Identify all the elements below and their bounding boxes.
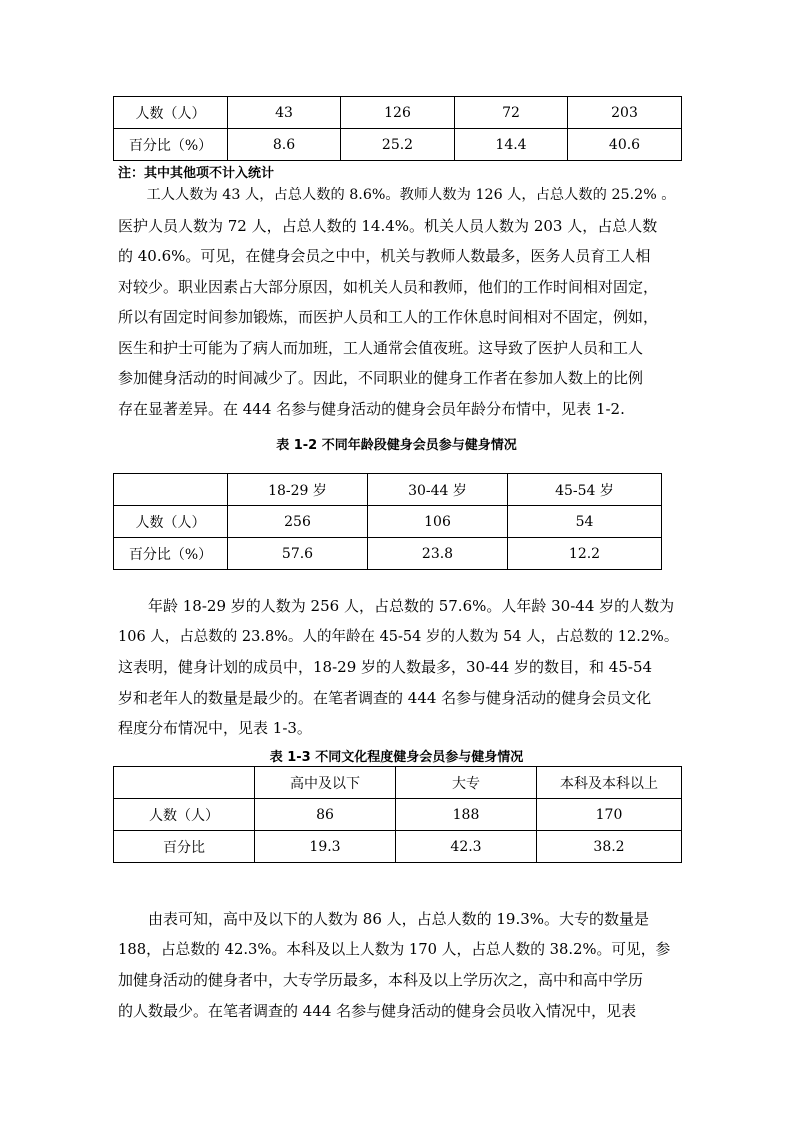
table-occupation bbox=[113, 96, 682, 161]
table-row bbox=[114, 97, 682, 129]
table-cell: 19.3 bbox=[255, 831, 396, 863]
table-cell bbox=[114, 767, 255, 799]
table-row bbox=[114, 129, 682, 161]
table-caption: 表 1-2 不同年龄段健身会员参与健身情况 bbox=[276, 438, 517, 453]
table-cell: 42.3 bbox=[396, 831, 537, 863]
table-cell: 23.8 bbox=[368, 538, 508, 570]
table-cell: 54 bbox=[508, 506, 662, 538]
table-row bbox=[114, 767, 682, 799]
text-line: 106 人，占总数的 23.8%。人的年龄在 45-54 岁的人数为 54 人，占总数的 12.2%。 bbox=[118, 628, 679, 645]
table-row bbox=[114, 506, 662, 538]
table-education bbox=[113, 766, 682, 863]
text-line: 所以有固定时间参加锻炼，而医护人员和工人的工作休息时间相对不固定，例如， bbox=[118, 308, 659, 326]
table-cell: 高中及以下 bbox=[255, 767, 396, 799]
table-cell: 126 bbox=[341, 97, 455, 129]
table-cell: 188 bbox=[396, 799, 537, 831]
table-cell: 106 bbox=[368, 506, 508, 538]
table-cell: 人数（人） bbox=[114, 97, 228, 129]
table-cell: 25.2 bbox=[341, 129, 455, 161]
table-cell: 57.6 bbox=[228, 538, 368, 570]
text-line: 的人数最少。在笔者调查的 444 名参与健身活动的健身会员收入情况中，见表 bbox=[118, 1001, 637, 1020]
table-cell: 256 bbox=[228, 506, 368, 538]
table-cell: 人数（人） bbox=[114, 799, 255, 831]
text-line: 188，占总数的 42.3%。本科及以上人数为 170 人，占总人数的 38.2%。可见，参 bbox=[118, 940, 671, 958]
table-cell: 40.6 bbox=[568, 129, 682, 161]
text-line: 程度分布情况中，见表 1-3。 bbox=[118, 719, 312, 737]
text-line: 的 40.6%。可见，在健身会员之中中，机关与教师人数最多，医务人员育工人相 bbox=[118, 247, 651, 265]
table-cell: 45-54 岁 bbox=[508, 474, 662, 506]
table-age bbox=[113, 473, 662, 570]
text-line: 由表可知，高中及以下的人数为 86 人，占总人数的 19.3%。大专的数量是 bbox=[118, 910, 650, 928]
table-cell: 30-44 岁 bbox=[368, 474, 508, 506]
table-note: 注：其中其他项不计入统计 bbox=[118, 166, 275, 181]
table-row bbox=[114, 474, 662, 506]
paragraph-age bbox=[118, 591, 678, 744]
table-caption: 表 1-3 不同文化程度健身会员参与健身情况 bbox=[269, 750, 524, 765]
text-line: 对较少。职业因素占大部分原因，如机关人员和教师，他们的工作时间相对固定， bbox=[118, 277, 659, 296]
text-line: 存在显著差异。在 444 名参与健身活动的健身会员年龄分布情中，见表 1-2. bbox=[118, 399, 625, 418]
table-cell: 8.6 bbox=[228, 129, 341, 161]
text-line: 这表明，健身计划的成员中，18-29 岁的人数最多，30-44 岁的数目，和 45-54 bbox=[118, 658, 653, 676]
text-line: 工人人数为 43 人，占总人数的 8.6%。教师人数为 126 人，占总人数的 25.2% 。 bbox=[118, 187, 676, 203]
table-cell: 43 bbox=[228, 97, 341, 129]
paragraph-occupation bbox=[118, 180, 678, 424]
table-cell: 本科及本科以上 bbox=[537, 767, 682, 799]
table-cell: 百分比（%） bbox=[114, 538, 228, 570]
table-cell bbox=[114, 474, 228, 506]
table-cell: 18-29 岁 bbox=[228, 474, 368, 506]
text-line: 岁和老年人的数量是最少的。在笔者调查的 444 名参与健身活动的健身会员文化 bbox=[118, 688, 652, 707]
table-cell: 百分比 bbox=[114, 831, 255, 863]
table-cell: 72 bbox=[455, 97, 568, 129]
text-line: 年龄 18-29 岁的人数为 256 人，占总数的 57.6%。人年龄 30-44 岁的人数为 bbox=[118, 597, 675, 615]
table-cell: 大专 bbox=[396, 767, 537, 799]
text-line: 医护人员人数为 72 人，占总人数的 14.4%。机关人员人数为 203 人，占总人数 bbox=[118, 216, 658, 235]
table-cell: 38.2 bbox=[537, 831, 682, 863]
table-cell: 14.4 bbox=[455, 129, 568, 161]
table-cell: 人数（人） bbox=[114, 506, 228, 538]
table-cell: 12.2 bbox=[508, 538, 662, 570]
table-cell: 百分比（%） bbox=[114, 129, 228, 161]
text-line: 加健身活动的健身者中，大专学历最多，本科及以上学历次之，高中和高中学历 bbox=[118, 971, 644, 989]
table-cell: 86 bbox=[255, 799, 396, 831]
table-row bbox=[114, 799, 682, 831]
table-row bbox=[114, 831, 682, 863]
table-row bbox=[114, 538, 662, 570]
table-cell: 170 bbox=[537, 799, 682, 831]
table-cell: 203 bbox=[568, 97, 682, 129]
text-line: 医生和护士可能为了病人而加班，工人通常会值夜班。这导致了医护人员和工人 bbox=[118, 338, 644, 357]
paragraph-education bbox=[118, 904, 678, 1026]
text-line: 参加健身活动的时间减少了。因此，不同职业的健身工作者在参加人数上的比例 bbox=[118, 369, 644, 387]
